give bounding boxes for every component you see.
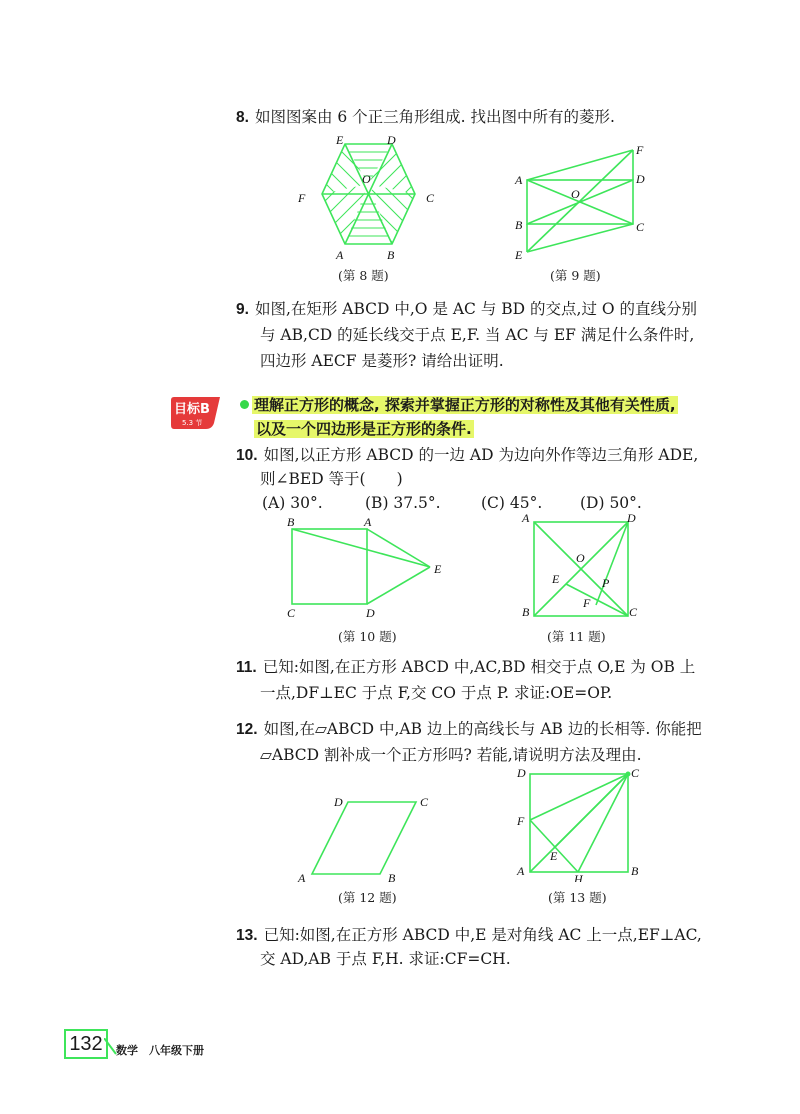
book-title: 数学 八年级下册 xyxy=(116,1044,204,1057)
problem-12-line2: ▱ABCD 割补成一个正方形吗? 若能,请说明方法及理由. xyxy=(260,746,642,764)
label-F: F xyxy=(636,143,644,157)
label-B: B xyxy=(515,218,523,232)
problem-9: 9. 如图,在矩形 ABCD 中,O 是 AC 与 BD 的交点,过 O 的直线分别 xyxy=(236,300,698,318)
label-O: O xyxy=(576,551,585,565)
figure-9-rectangle xyxy=(510,142,660,264)
figure-12-parallelogram xyxy=(292,790,442,886)
label-D: D xyxy=(387,133,396,147)
label-B: B xyxy=(387,248,395,262)
parallelogram-outline xyxy=(312,802,416,874)
option-c: (C) 45°. xyxy=(481,494,543,512)
label-B: B xyxy=(522,605,530,619)
label-B: B xyxy=(631,864,639,878)
label-B: B xyxy=(287,515,295,529)
label-C: C xyxy=(636,220,645,234)
label-B: B xyxy=(388,871,396,885)
problem-11: 11. 已知:如图,在正方形 ABCD 中,AC,BD 相交于点 O,E 为 OB 上 xyxy=(236,658,696,676)
caption-fig12: (第 12 题) xyxy=(338,890,397,905)
label-D: D xyxy=(517,766,526,780)
label-E: E xyxy=(336,133,344,147)
label-F: F xyxy=(583,596,591,610)
label-D: D xyxy=(366,606,375,620)
problem-12: 12. 如图,在▱ABCD 中,AB 边上的高线长与 AB 边的长相等. 你能把 xyxy=(236,720,702,738)
label-P: P xyxy=(602,576,610,590)
page-number: 132 xyxy=(64,1029,108,1059)
caption-fig9: (第 9 题) xyxy=(550,268,601,283)
goal-badge xyxy=(168,397,224,431)
problem-13: 13. 已知:如图,在正方形 ABCD 中,E 是对角线 AC 上一点,EF⊥AC, xyxy=(236,926,702,944)
label-C: C xyxy=(631,766,640,780)
figure-11-square xyxy=(516,510,646,622)
figure-8-hexagon xyxy=(290,132,450,262)
label-C: C xyxy=(287,606,296,620)
label-A: A xyxy=(517,864,525,878)
problem-13-line2: 交 AD,AB 于点 F,H. 求证:CF=CH. xyxy=(260,950,511,968)
label-C: C xyxy=(426,191,435,205)
problem-10: 10. 如图,以正方形 ABCD 的一边 AD 为边向外作等边三角形 ADE, xyxy=(236,446,699,464)
label-O: O xyxy=(571,187,580,201)
label-A: A xyxy=(336,248,344,262)
bullet-dot xyxy=(240,400,249,409)
option-d: (D) 50°. xyxy=(580,494,642,512)
figure-13-square xyxy=(512,764,642,882)
label-A: A xyxy=(522,511,530,525)
option-a: (A) 30°. xyxy=(262,494,323,512)
label-D: D xyxy=(636,172,645,186)
problem-10-line2: 则∠BED 等于( ) xyxy=(260,470,403,488)
label-E: E xyxy=(515,248,523,262)
option-b: (B) 37.5°. xyxy=(365,494,441,512)
label-C: C xyxy=(629,605,638,619)
label-A: A xyxy=(298,871,306,885)
problem-8: 8. 如图图案由 6 个正三角形组成. 找出图中所有的菱形. xyxy=(236,108,615,126)
figure-10-square-triangle xyxy=(280,512,450,624)
problem-9-line3: 四边形 AECF 是菱形? 请给出证明. xyxy=(260,352,504,370)
caption-fig13: (第 13 题) xyxy=(548,890,607,905)
label-H: H xyxy=(574,872,583,882)
point-C-marker xyxy=(626,772,631,777)
caption-fig8: (第 8 题) xyxy=(338,268,389,283)
goal-description: 理解正方形的概念, 探索并掌握正方形的对称性及其他有关性质, 以及一个四边形是正方形的条件. xyxy=(240,393,678,441)
label-C: C xyxy=(420,795,429,809)
goal-badge-label: 目标B xyxy=(174,402,210,417)
label-E: E xyxy=(552,572,560,586)
problem-9-line2: 与 AB,CD 的延长线交于点 E,F. 当 AC 与 EF 满足什么条件时, xyxy=(260,326,695,344)
problem-11-line2: 一点,DF⊥EC 于点 F,交 CO 于点 P. 求证:OE=OP. xyxy=(260,684,613,702)
caption-fig11: (第 11 题) xyxy=(547,629,606,644)
label-E: E xyxy=(434,562,442,576)
label-F: F xyxy=(298,191,306,205)
label-A: A xyxy=(364,515,372,529)
label-A: A xyxy=(515,173,523,187)
label-D: D xyxy=(627,511,636,525)
label-O: O xyxy=(362,172,371,186)
goal-section: 5.3 节 xyxy=(182,419,203,427)
caption-fig10: (第 10 题) xyxy=(338,629,397,644)
label-D: D xyxy=(334,795,343,809)
label-E: E xyxy=(550,849,558,863)
label-F: F xyxy=(517,814,525,828)
